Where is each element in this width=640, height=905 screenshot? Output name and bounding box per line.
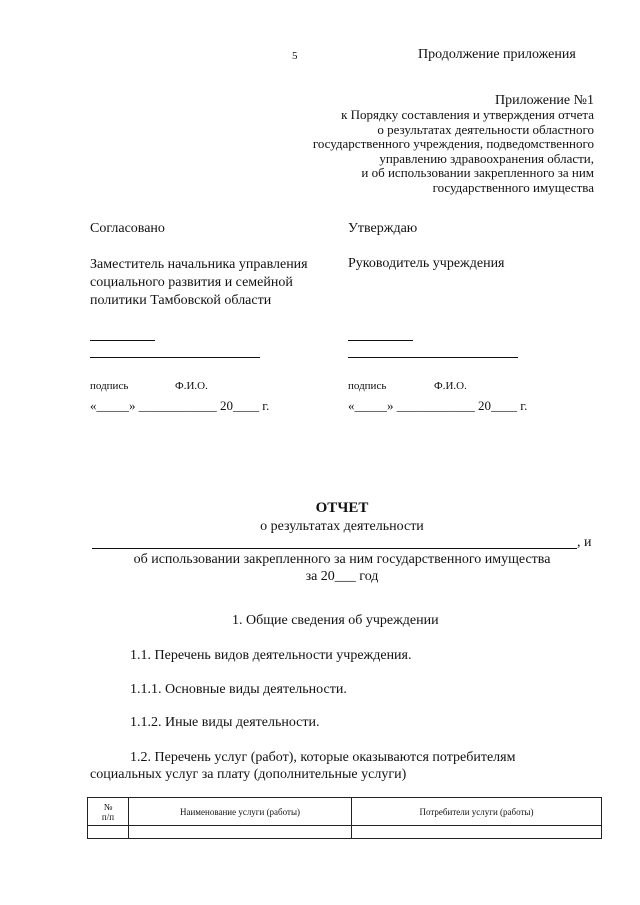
table-row [88,826,602,839]
name-line [348,357,518,358]
appendix-line: о результатах деятельности областного [377,121,594,137]
page-number: 5 [292,50,298,62]
name-line [90,357,260,358]
signature-label: подпись [348,380,387,392]
appendix-line: и об использовании закрепленного за ним [361,165,594,180]
appendix-line: государственного учреждения, подведомственного [312,136,594,151]
column-header-consumers: Потребители услуги (работы) [352,798,602,826]
section-heading: 1. Общие сведения об учреждении [232,613,439,628]
institution-name-line [92,548,577,549]
agreed-heading: Согласовано [90,221,165,236]
name-label: Ф.И.О. [434,380,467,392]
column-header-text: № [103,801,113,812]
position-line: политики Тамбовской области [90,293,272,308]
approve-heading: Утверждаю [348,221,418,236]
date-line: «_____» ____________ 20____ г. [348,398,528,413]
date-line: «_____» ____________ 20____ г. [90,398,270,413]
signature-label: подпись [90,380,129,392]
appendix-title: Приложение №1 [495,93,594,108]
signature-line [348,340,413,341]
signature-line [90,340,155,341]
section-item: 1.2. Перечень услуг (работ), которые оказываются потребителям [130,750,516,765]
line-suffix: , и [577,535,592,550]
agreed-position [90,256,308,310]
report-title: ОТЧЕТ [315,500,369,516]
report-subtitle: о результатах деятельности [260,519,424,534]
appendix-line: к Порядку составления и утверждения отчета [341,107,594,122]
appendix-line: управлению здравоохранения области, [379,150,594,166]
appendix-description [313,108,594,195]
approve-position: Руководитель учреждения [348,256,505,271]
appendix-line: государственного имущества [432,179,594,195]
services-table [87,797,602,839]
position-line: социального развития и семейной [90,275,293,290]
table-cell [129,826,352,839]
column-header-text: п/п [101,811,115,822]
name-label: Ф.И.О. [175,380,208,392]
table-cell [352,826,602,839]
table-cell [88,826,129,839]
usage-line: об использовании закрепленного за ним государственного имущества [133,552,551,567]
column-header-service: Наименование услуги (работы) [129,798,352,826]
continuation-note: Продолжение приложения [418,47,576,62]
section-item: 1.1.1. Основные виды деятельности. [130,682,347,697]
column-header-number [88,798,129,826]
year-line: за 20___ год [305,569,379,584]
section-item: 1.1. Перечень видов деятельности учреждения. [130,648,412,663]
table-header-row [88,798,602,826]
position-line: Заместитель начальника управления [90,257,308,272]
section-item-continuation: социальных услуг за плату (дополнительные услуги) [90,767,407,782]
section-item: 1.1.2. Иные виды деятельности. [130,715,320,730]
